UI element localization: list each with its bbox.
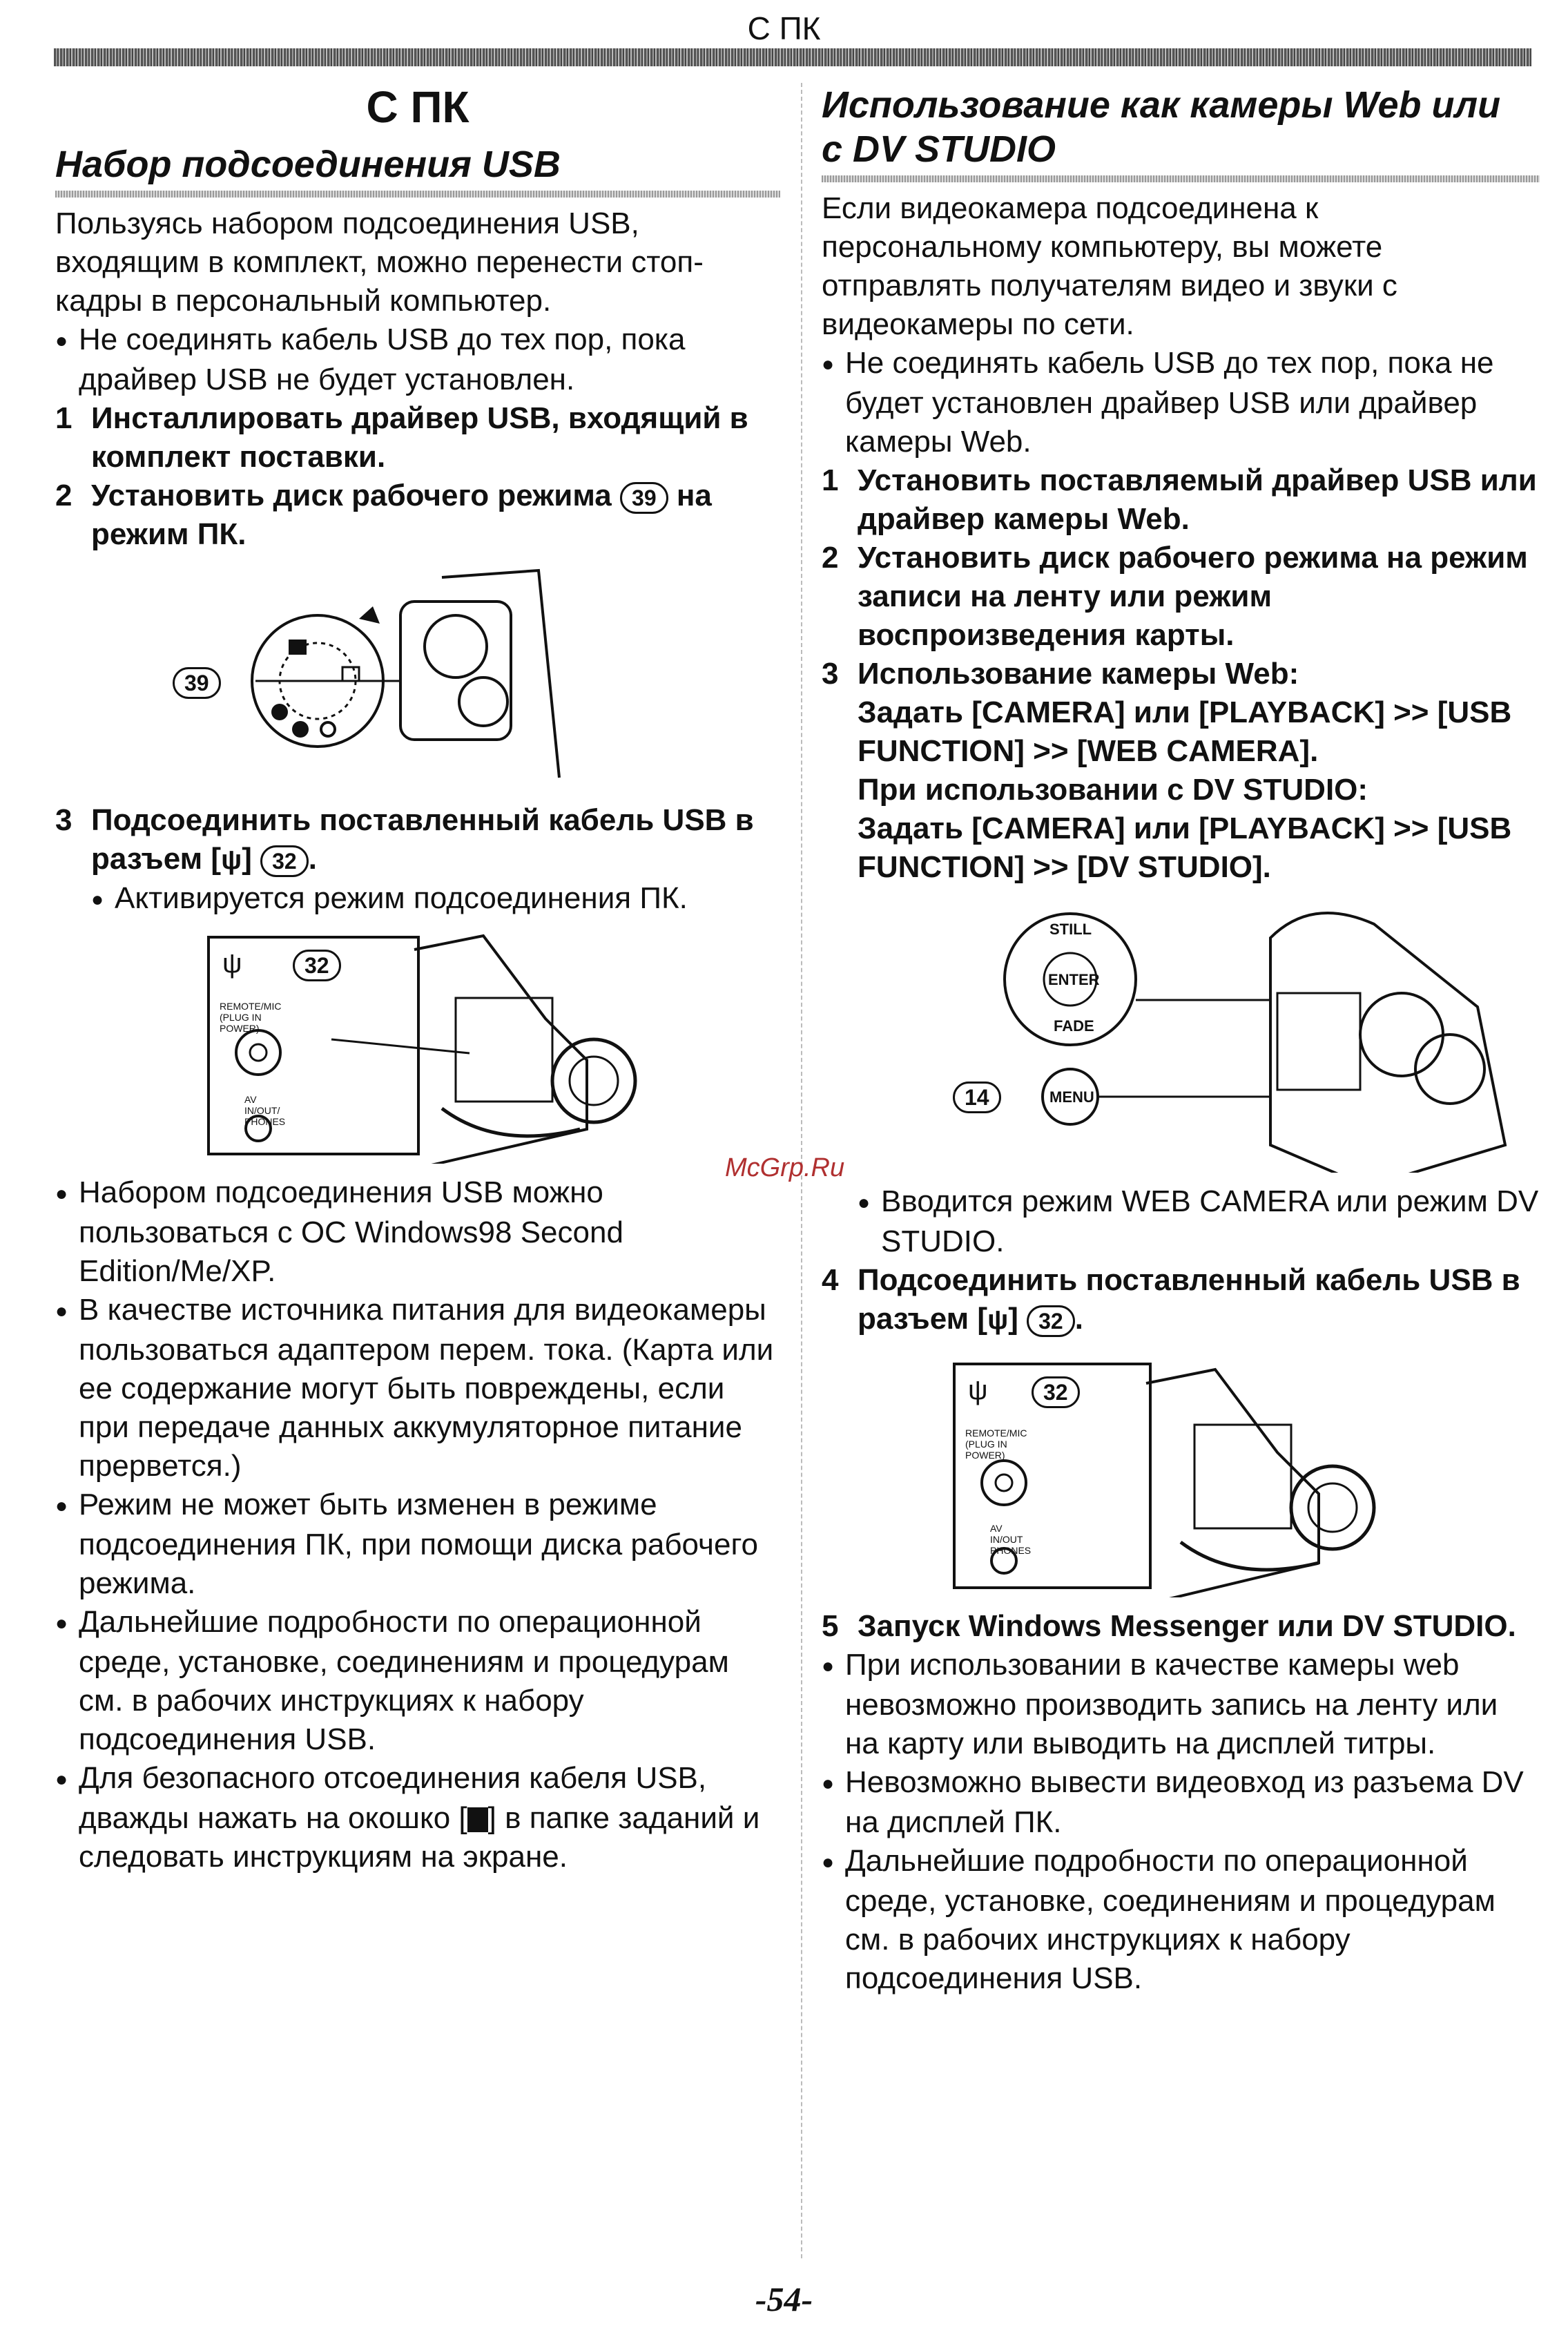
step-number: 2 [822,541,839,575]
bullet-item [55,1603,780,1759]
jack-label: REMOTE/MIC (PLUG IN POWER) [220,1001,282,1034]
step-text: Инсталлировать драйвер USB, входящий в комплект поставки. [91,401,748,474]
intro-text: Пользуясь набором подсоединения USB, входящим в комплект, можно перенести стоп-кадры в персональный компьютер. [55,206,704,318]
usb-connection-figure [55,929,780,1164]
section-title-web: Использование как камеры Web или с DV STUDIO [822,84,1501,170]
step-3-line [822,771,1540,809]
intro-text: Если видеокамера подсоединена к персональному компьютеру, вы можете отправлять получателям видео и звуки с видеокамеры по сети. [822,191,1397,341]
bullet-item [55,320,780,399]
menu-control-figure [822,896,1540,1173]
step-number: 1 [55,401,72,435]
step-text: на режим ПК. [91,479,712,551]
step-4: 4 Подсоединить поставленный кабель USB в разъем [ψ] 32 . [822,1261,1540,1339]
usb-icon: ψ [221,845,242,875]
step-text: Задать [CAMERA] или [PLAYBACK] >> [USB FUNCTION] >> [DV STUDIO]. [858,811,1512,884]
bullet-item [822,1842,1540,1998]
step-text: Использование камеры Web: [858,657,1299,691]
bullet-item [55,1291,780,1486]
section-title-usb: Набор подсоединения USB [55,144,561,185]
bullet-text: Дальнейшие подробности по операционной среде, установке, соединениям и процедурам см. в рабочих инструкциях к набору подсоединения USB. [845,1844,1496,1995]
bullet-text: Набором подсоединения USB можно пользоваться с ОС Windows98 Second Edition/Me/XP. [79,1175,623,1288]
fade-label: FADE [1054,1017,1094,1035]
step-3-line [822,693,1540,771]
step-2 [55,477,780,554]
bullet-text: Режим не может быть изменен в режиме подсоединения ПК, при помощи диска рабочего режима. [79,1488,759,1600]
camcorder-illustration [822,1349,1540,1597]
bullet-text: Не соединять кабель USB до тех пор, пока драйвер USB не будет установлен. [79,323,686,396]
step-text: Запуск Windows Messenger или DV STUDIO. [858,1609,1516,1643]
step-text: Установить диск рабочего режима на режим записи на ленту или режим воспроизведения карты. [858,541,1528,652]
step-text: Подсоединить поставленный кабель USB в разъем [ [858,1263,1520,1336]
step-3: 3 Подсоединить поставленный кабель USB в разъем [ψ] 32 . [55,801,780,879]
step-text: ] [1008,1302,1018,1336]
step-text: Установить диск рабочего режима [91,479,612,512]
bullet-item [822,344,1540,461]
bullet-item [55,1759,780,1876]
enter-label: ENTER [1048,971,1100,988]
step-3-line [822,809,1540,887]
jack-label: REMOTE/MIC (PLUG IN POWER) [965,1428,1027,1461]
step-number: 1 [822,463,839,497]
bullet-text: ] в папке заданий и следовать инструкциям на экране. [79,1801,760,1874]
step-5 [822,1607,1540,1646]
bullet-text: Не соединять кабель USB до тех пор, пока не будет установлен драйвер USB или драйвер камеры Web. [845,346,1494,459]
bullet-text: Дальнейшие подробности по операционной среде, установке, соединениям и процедурам см. в рабочих инструкциях к набору подсоединения USB. [79,1605,729,1756]
jack-label: AV IN/OUT/ PHONES [244,1094,286,1127]
page-ref-badge: 32 [260,845,309,877]
jack-label: AV IN/OUT PHONES [990,1523,1032,1556]
mode-dial-figure [55,564,780,791]
section-rule [55,191,780,198]
page-header: С ПК [747,10,821,46]
page-number: -54- [755,2280,813,2318]
safely-remove-icon [467,1807,488,1832]
jack-ref-badge: 32 [293,950,341,981]
bullet-item [55,1486,780,1603]
usb-icon: ψ [968,1375,988,1405]
bullet-item [822,1763,1540,1842]
step-1 [822,461,1540,539]
step-3 [822,655,1540,693]
step-note [55,879,780,919]
bullet-text: При использовании в качестве камеры web невозможно производить запись на ленту или на карту или выводить на дисплей титры. [845,1648,1498,1760]
bullet-text: В качестве источника питания для видеокамеры пользоваться адаптером перем. тока. (Карта или ее содержание могут быть повреждены, если при передаче данных аккумуляторное питание прервется.) [79,1293,774,1483]
camcorder-illustration [55,929,780,1164]
note-text: Вводится режим WEB CAMERA или режим DV STUDIO. [881,1184,1539,1258]
usb-connection-figure [822,1349,1540,1597]
right-column [822,83,1540,1998]
step-number: 4 [822,1263,839,1297]
page-ref-badge: 39 [620,482,668,514]
step-number: 5 [822,1609,839,1643]
step-text: ] [242,842,252,876]
step-text: Подсоединить поставленный кабель USB в разъем [ [91,803,754,876]
bullet-text: Невозможно вывести видеовход из разъема DV на дисплей ПК. [845,1765,1524,1839]
page-title: С ПК [366,82,470,132]
bullet-item [55,1173,780,1291]
still-label: STILL [1049,921,1092,938]
step-text: Установить поставляемый драйвер USB или драйвер камеры Web. [858,463,1537,536]
step-text: При использовании с DV STUDIO: [858,773,1368,807]
watermark: McGrp.Ru [725,1153,845,1182]
step-number: 3 [822,657,839,691]
menu-button-label: MENU [1049,1088,1094,1106]
left-column [55,76,780,1876]
dial-ref-badge: 39 [173,667,221,699]
step-number: 2 [55,479,72,512]
header-bar [54,48,1531,66]
jack-ref-badge: 32 [1032,1376,1080,1408]
step-number: 3 [55,803,72,837]
usb-icon: ψ [222,948,242,979]
step-2 [822,539,1540,655]
joystick-illustration [822,896,1540,1173]
menu-ref-badge: 14 [953,1082,1001,1113]
usb-icon: ψ [987,1305,1009,1335]
step-1 [55,399,780,477]
bullet-item [822,1646,1540,1763]
note-text: Активируется режим подсоединения ПК. [115,881,688,915]
step-note [822,1182,1540,1261]
camera-mode-dial-illustration [55,564,780,791]
step-text: Задать [CAMERA] или [PLAYBACK] >> [USB FUNCTION] >> [WEB CAMERA]. [858,695,1512,768]
bullet-text: Для безопасного отсоединения кабеля USB, дважды нажать на окошко [ [79,1761,707,1835]
section-rule [822,175,1540,182]
page-ref-badge: 32 [1027,1305,1075,1337]
